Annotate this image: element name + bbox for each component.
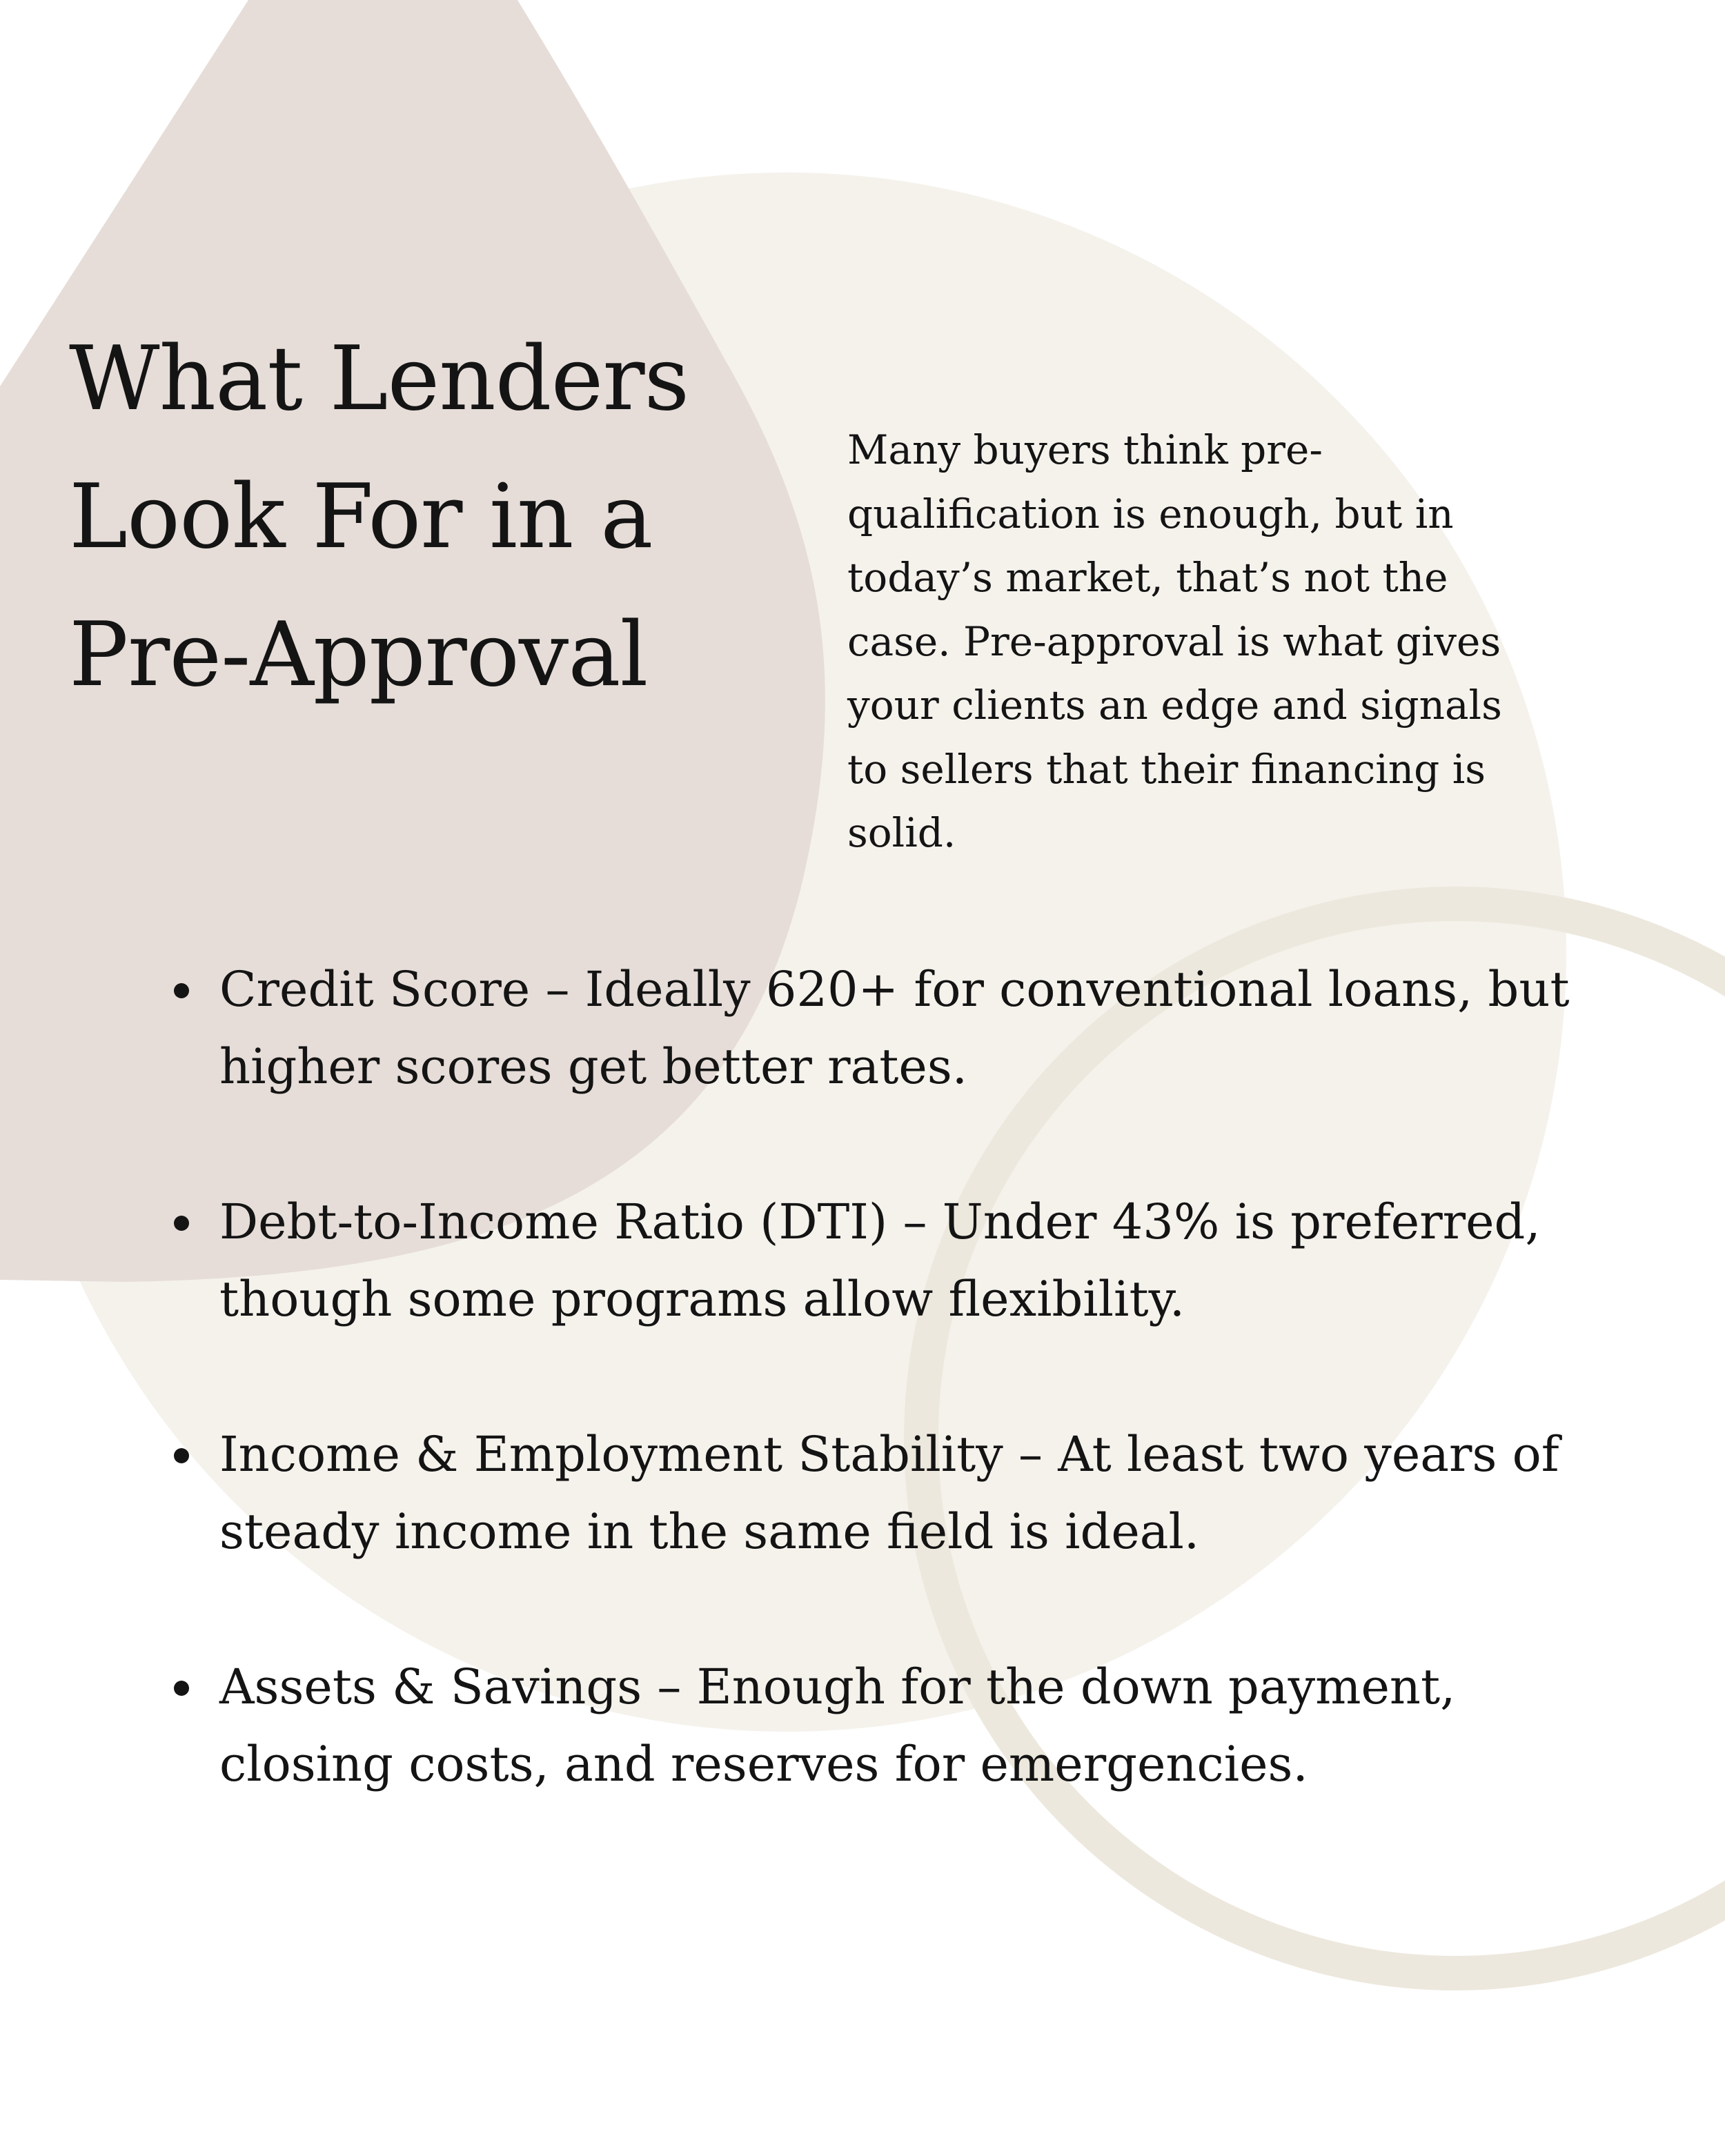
criterion-text [219,951,1570,1105]
criterion-line: steady income in the same field is ideal. [219,1503,1200,1560]
criterion-text [219,1183,1541,1338]
title-line: Look For in a [69,466,653,568]
title-line: Pre-Approval [69,604,648,706]
intro-line: Many buyers think pre- [847,426,1323,473]
criterion-line: higher scores get better rates. [219,1038,968,1095]
bullet-dot [174,983,189,998]
intro-line: to sellers that their financing is [847,745,1486,793]
criterion-line: Assets & Savings – Enough for the down payment, [219,1659,1456,1715]
intro-line: solid. [847,809,956,856]
criterion-line: Credit Score – Ideally 620+ for conventional loans, but [219,961,1570,1018]
criterion-text [219,1648,1455,1803]
intro-paragraph [847,418,1537,865]
criterion-line: Debt-to-Income Ratio (DTI) – Under 43% is preferred, [219,1194,1541,1250]
intro-line: today’s market, that’s not the [847,554,1448,601]
intro-line: your clients an edge and signals [847,682,1502,729]
intro-line: qualification is enough, but in [847,490,1454,537]
page-title [69,310,793,724]
criterion-line: Income & Employment Stability – At least two years of [219,1426,1559,1483]
intro-line: case. Pre-approval is what gives [847,617,1501,665]
criterion-line: closing costs, and reserves for emergencies. [219,1736,1308,1792]
criterion-line: though some programs allow flexibility. [219,1271,1185,1327]
bullet-dot [174,1681,189,1696]
criterion-text [219,1416,1559,1570]
bullet-dot [174,1448,189,1463]
title-line: What Lenders [69,328,689,431]
bullet-dot [174,1216,189,1231]
